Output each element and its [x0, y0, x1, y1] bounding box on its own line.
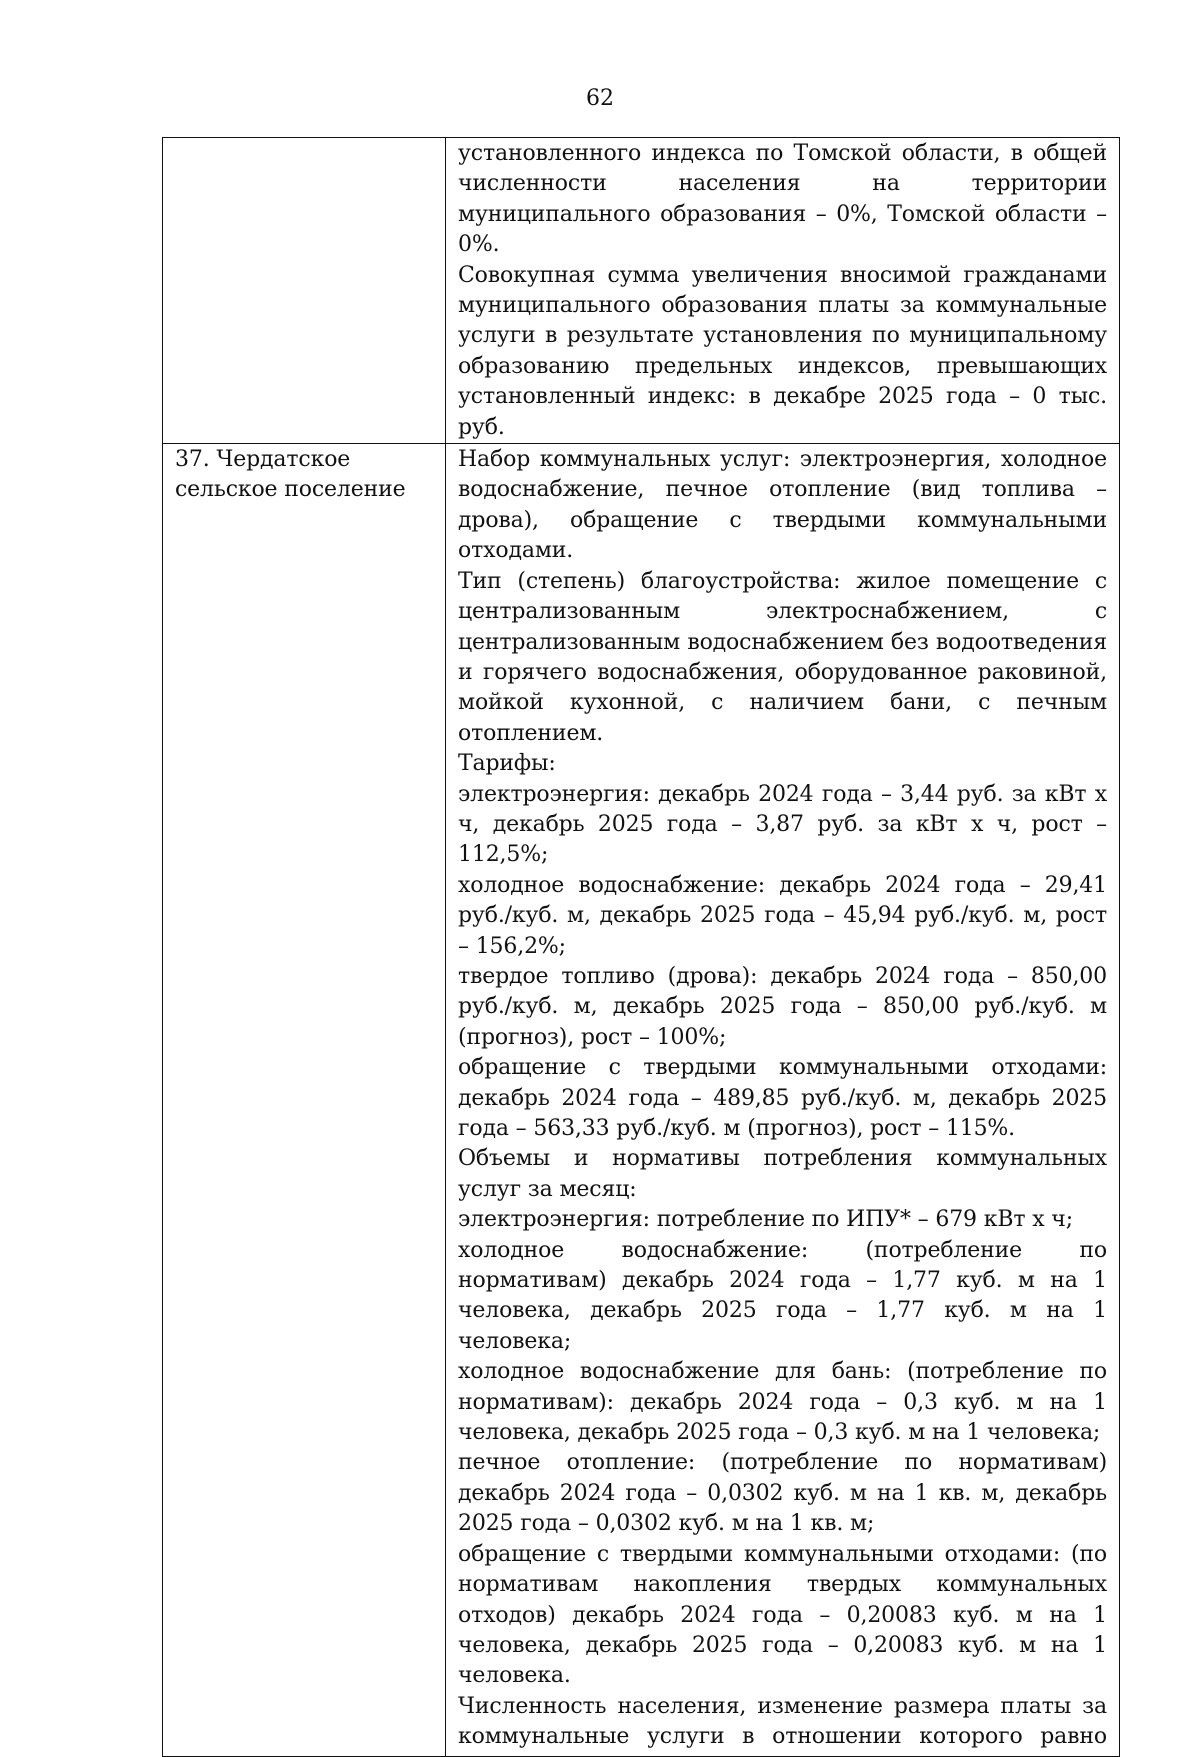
paragraph: обращение с твердыми коммунальными отходами: (по нормативам накопления твердых коммунальных отходов) декабрь 2024 года – 0,20083 куб. м на 1 человека, декабрь 2025 года – 0,20083 куб. м на 1 человека.: [458, 1541, 1107, 1689]
paragraph: установленного индекса по Томской области, в общей численности населения на территории муниципального образования – 0%, Томской области – 0%.: [458, 141, 1107, 258]
paragraph: холодное водоснабжение: декабрь 2024 года – 29,41 руб./куб. м, декабрь 2025 года – 45,94 руб./куб. м, рост – 156,2%;: [458, 872, 1107, 959]
paragraph: обращение с твердыми коммунальными отходами: декабрь 2024 года – 489,85 руб./куб. м, декабрь 2025 года – 563,33 руб./куб. м (прогноз), рост – 115%.: [458, 1055, 1107, 1141]
table-row: [163, 444, 1120, 1756]
municipality-name-line: 37. Чердатское: [175, 447, 351, 473]
tariff-table: [162, 137, 1120, 1757]
paragraph: электроэнергия: потребление по ИПУ* – 679 кВт х ч;: [458, 1207, 1073, 1233]
table-row: [163, 138, 1120, 444]
description-cell: [446, 444, 1120, 1756]
paragraph: печное отопление: (потребление по нормативам) декабрь 2024 года – 0,0302 куб. м на 1 кв. м, декабрь 2025 года – 0,0302 куб. м на 1 кв. м;: [458, 1450, 1107, 1537]
cell-bottom-spacer: [458, 1753, 1107, 1756]
paragraph: Набор коммунальных услуг: электроэнергия, холодное водоснабжение, печное отопление (вид топлива – дрова), обращение с твердыми коммунальными отходами.: [458, 447, 1107, 564]
paragraph: Совокупная сумма увеличения вносимой гражданами муниципального образования платы за коммунальные услуги в результате установления по муниципальному образованию предельных индексов, превышающих установленный индекс: в декабре 2025 года – 0 тыс. руб.: [458, 262, 1107, 440]
page-number: 62: [586, 86, 614, 111]
description-cell: [446, 138, 1120, 444]
paragraph: Численность населения, изменение размера платы за коммунальные услуги в отношении которого равно: [458, 1693, 1107, 1750]
municipality-name-cell: [163, 444, 446, 1756]
paragraph: Тарифы:: [458, 751, 556, 777]
paragraph: холодное водоснабжение для бань: (потребление по нормативам): декабрь 2024 года – 0,3 куб. м на 1 человека, декабрь 2025 года – 0,3 куб. м на 1 человека;: [458, 1359, 1107, 1446]
paragraph: Тип (степень) благоустройства: жилое помещение с централизованным электроснабжением, с централизованным водоснабжением без водоотведения и горячего водоснабжения, оборудованное раковиной, мойкой кухонной, с наличием бани, с печным отоплением.: [458, 568, 1107, 746]
municipality-name-cell: [163, 138, 446, 444]
municipality-name-line: сельское поселение: [175, 477, 406, 503]
paragraph: холодное водоснабжение: (потребление по нормативам) декабрь 2024 года – 1,77 куб. м на 1 человека, декабрь 2025 года – 1,77 куб. м на 1 человека;: [458, 1237, 1107, 1354]
paragraph: электроэнергия: декабрь 2024 года – 3,44 руб. за кВт х ч, декабрь 2025 года – 3,87 руб. за кВт х ч, рост – 112,5%;: [458, 781, 1107, 868]
paragraph: Объемы и нормативы потребления коммунальных услуг за месяц:: [458, 1146, 1107, 1202]
paragraph: твердое топливо (дрова): декабрь 2024 года – 850,00 руб./куб. м, декабрь 2025 года – 850,00 руб./куб. м (прогноз), рост – 100%;: [458, 963, 1107, 1050]
